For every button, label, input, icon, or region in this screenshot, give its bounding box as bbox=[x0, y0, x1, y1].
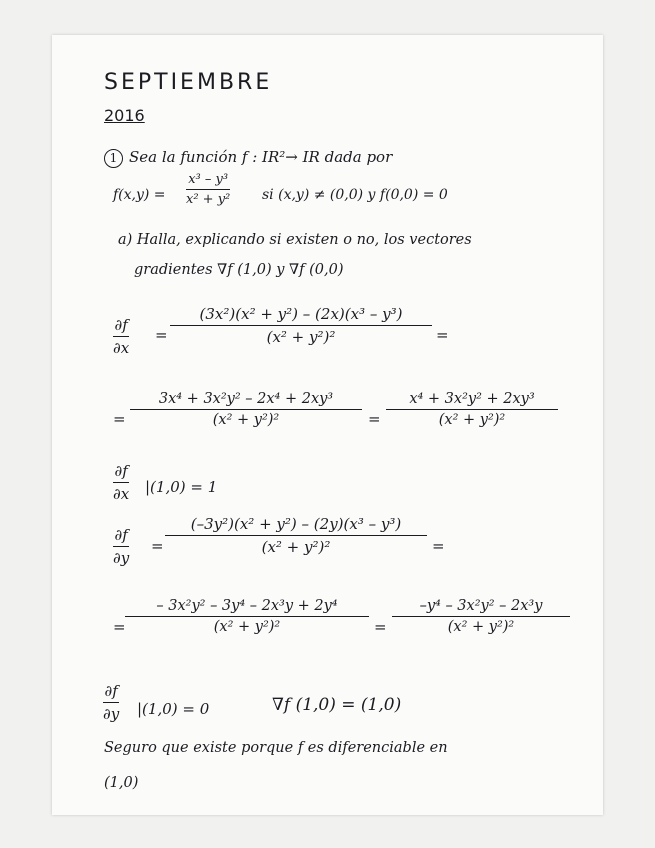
part-a-line2: gradientes ∇f (1,0) y ∇f (0,0) bbox=[134, 262, 344, 278]
problem-number: 1 bbox=[104, 149, 123, 168]
dfdy-eval-value: |(1,0) = 0 bbox=[137, 700, 210, 718]
dfdy-lhs-den: ∂y bbox=[113, 546, 129, 567]
dfdy-step1-num: (–3y²)(x² + y²) – (2y)(x³ – y³) bbox=[190, 515, 402, 533]
equals-sign: = bbox=[113, 618, 126, 636]
dfdy-step3 bbox=[392, 598, 570, 635]
equals-sign: = bbox=[368, 410, 381, 428]
dfdy-step3-den: (x² + y²)² bbox=[392, 616, 570, 635]
conclusion-line2: (1,0) bbox=[104, 775, 139, 791]
dfdy-step2 bbox=[125, 598, 369, 635]
equals-sign: = bbox=[113, 410, 126, 428]
function-numerator: x³ – y³ bbox=[188, 172, 229, 187]
dfdx-step3 bbox=[386, 391, 558, 428]
dfdx-eval-num: ∂f bbox=[114, 462, 128, 480]
function-denominator: x² + y² bbox=[186, 189, 230, 207]
dfdx-step2-den: (x² + y²)² bbox=[130, 409, 362, 428]
gradient-result: ∇f (1,0) = (1,0) bbox=[272, 695, 402, 715]
equals-sign: = bbox=[436, 326, 449, 344]
dfdx-step3-den: (x² + y²)² bbox=[386, 409, 558, 428]
dfdx-eval-den: ∂x bbox=[113, 482, 129, 503]
equals-sign: = bbox=[151, 537, 164, 555]
equals-sign: = bbox=[374, 618, 387, 636]
year-label: 2016 bbox=[104, 106, 145, 125]
dfdy-step1-den: (x² + y²)² bbox=[165, 535, 427, 556]
dfdx-lhs bbox=[113, 316, 129, 357]
function-lhs: f(x,y) = bbox=[113, 187, 166, 203]
dfdy-eval-num: ∂f bbox=[104, 682, 118, 700]
dfdy-eval-lhs bbox=[103, 682, 119, 723]
equals-sign: = bbox=[432, 537, 445, 555]
dfdy-lhs bbox=[113, 526, 129, 567]
dfdy-step1 bbox=[165, 515, 427, 556]
dfdy-step3-num: –y⁴ – 3x²y² – 2x³y bbox=[419, 598, 543, 614]
part-a-line1: a) Halla, explicando si existen o no, los vectores bbox=[118, 232, 472, 248]
dfdx-eval-value: |(1,0) = 1 bbox=[145, 478, 218, 496]
dfdy-step2-num: – 3x²y² – 3y⁴ – 2x³y + 2y⁴ bbox=[156, 598, 338, 614]
conclusion-line1: Seguro que existe porque f es diferenciable en bbox=[104, 740, 448, 756]
dfdx-step3-num: x⁴ + 3x²y² + 2xy³ bbox=[409, 391, 535, 407]
function-fraction bbox=[186, 172, 230, 207]
problem-intro-text: Sea la función f : IR²→ IR dada por bbox=[129, 148, 393, 166]
page-title: SEPTIEMBRE bbox=[104, 70, 273, 95]
dfdx-eval-lhs bbox=[113, 462, 129, 503]
problem-intro bbox=[104, 148, 392, 168]
dfdx-lhs-num: ∂f bbox=[114, 316, 128, 334]
equals-sign: = bbox=[155, 326, 168, 344]
dfdx-step1 bbox=[170, 305, 432, 346]
dfdx-lhs-den: ∂x bbox=[113, 336, 129, 357]
dfdy-step2-den: (x² + y²)² bbox=[125, 616, 369, 635]
dfdx-step2 bbox=[130, 391, 362, 428]
function-condition: si (x,y) ≠ (0,0) y f(0,0) = 0 bbox=[262, 187, 448, 203]
dfdx-step2-num: 3x⁴ + 3x²y² – 2x⁴ + 2xy³ bbox=[158, 391, 334, 407]
dfdx-step1-num: (3x²)(x² + y²) – (2x)(x³ – y³) bbox=[199, 305, 403, 323]
dfdy-lhs-num: ∂f bbox=[114, 526, 128, 544]
dfdx-step1-den: (x² + y²)² bbox=[170, 325, 432, 346]
dfdy-eval-den: ∂y bbox=[103, 702, 119, 723]
